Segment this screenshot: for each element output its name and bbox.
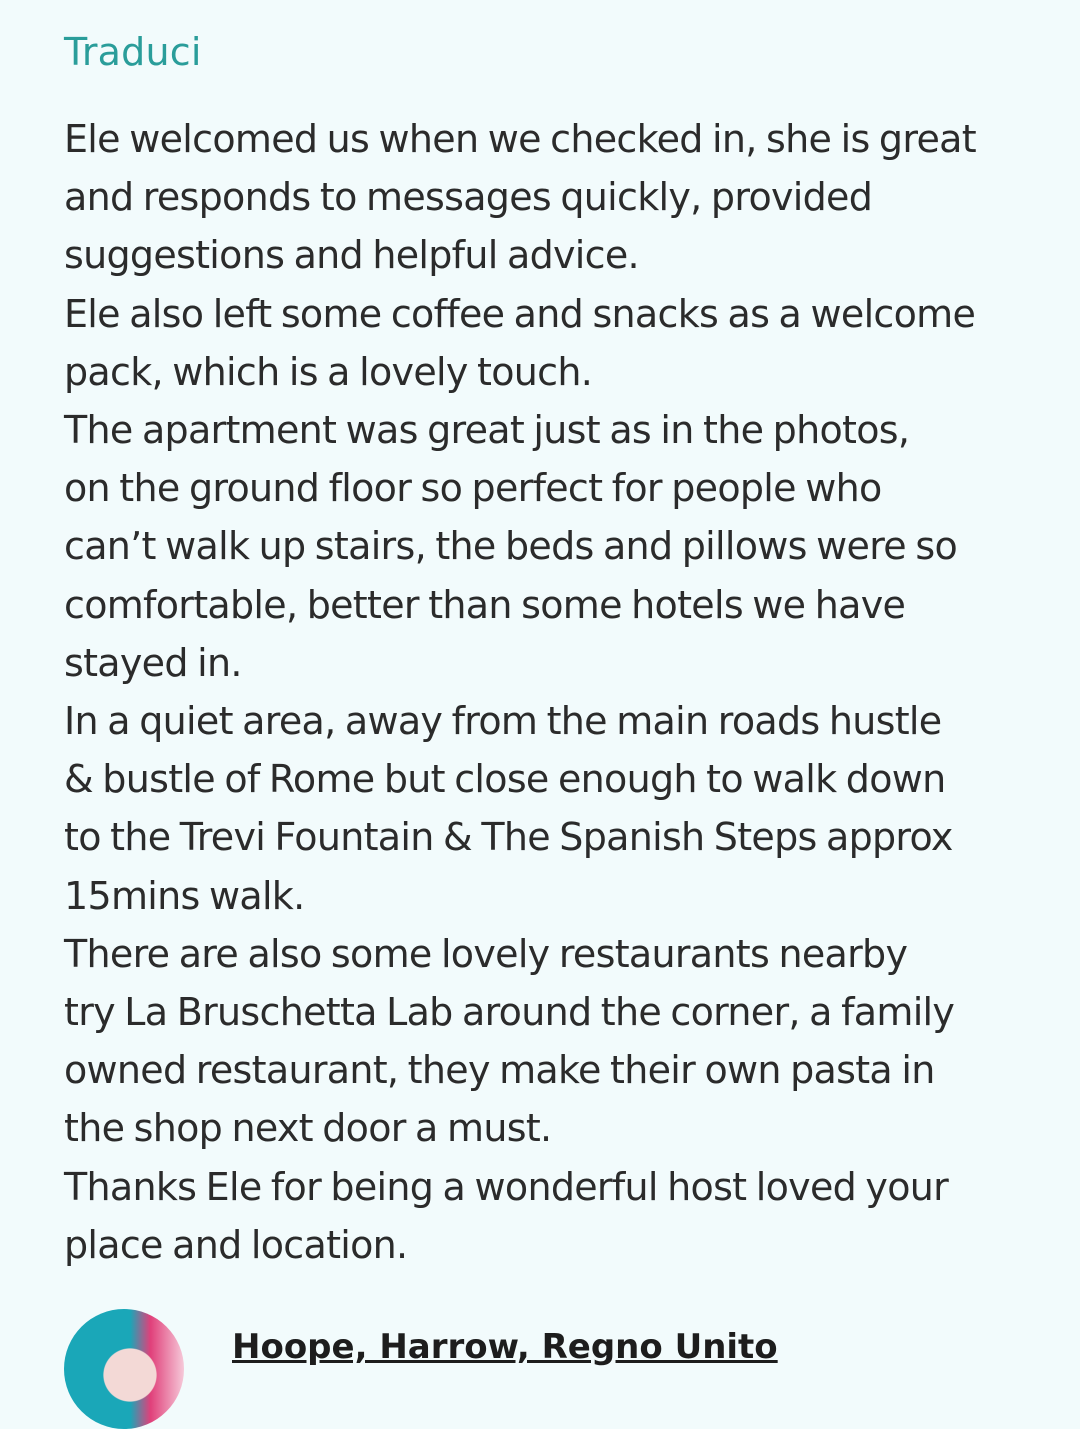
review-line: Ele welcomed us when we checked in, she is great (64, 117, 976, 161)
review-line: try La Bruschetta Lab around the corner, a family (64, 990, 955, 1035)
review-line: to the Trevi Fountain & The Spanish Steps approx (64, 815, 953, 860)
review-line: In a quiet area, away from the main roads hustle (64, 699, 942, 744)
review-line: Thanks Ele for being a wonderful host loved your (64, 1164, 949, 1209)
review-line: owned restaurant, they make their own pasta in (64, 1048, 935, 1093)
review-line: The apartment was great just as in the photos, (64, 408, 910, 453)
review-text (64, 110, 1054, 1274)
review-line: comfortable, better than some hotels we have (64, 582, 906, 627)
review-line: & bustle of Rome but close enough to walk down (64, 757, 946, 802)
review-line: can’t walk up stairs, the beds and pillows were so (64, 524, 957, 569)
review-line: on the ground floor so perfect for people who (64, 466, 882, 511)
review-line: 15mins walk. (64, 873, 305, 918)
translate-link[interactable]: Traduci (64, 30, 202, 74)
review-line: Ele also left some coffee and snacks as a welcome (64, 291, 976, 336)
review-line: There are also some lovely restaurants nearby (64, 931, 908, 976)
review-line: stayed in. (64, 640, 242, 685)
review-line: suggestions and helpful advice. (64, 233, 639, 278)
review-line: the shop next door a must. (64, 1106, 552, 1151)
reviewer-name[interactable]: Hoope, Harrow, Regno Unito (232, 1327, 778, 1367)
review-line: place and location. (64, 1222, 408, 1267)
review-line: and responds to messages quickly, provided (64, 175, 873, 220)
review-line: pack, which is a lovely touch. (64, 349, 593, 394)
avatar[interactable] (64, 1309, 184, 1429)
